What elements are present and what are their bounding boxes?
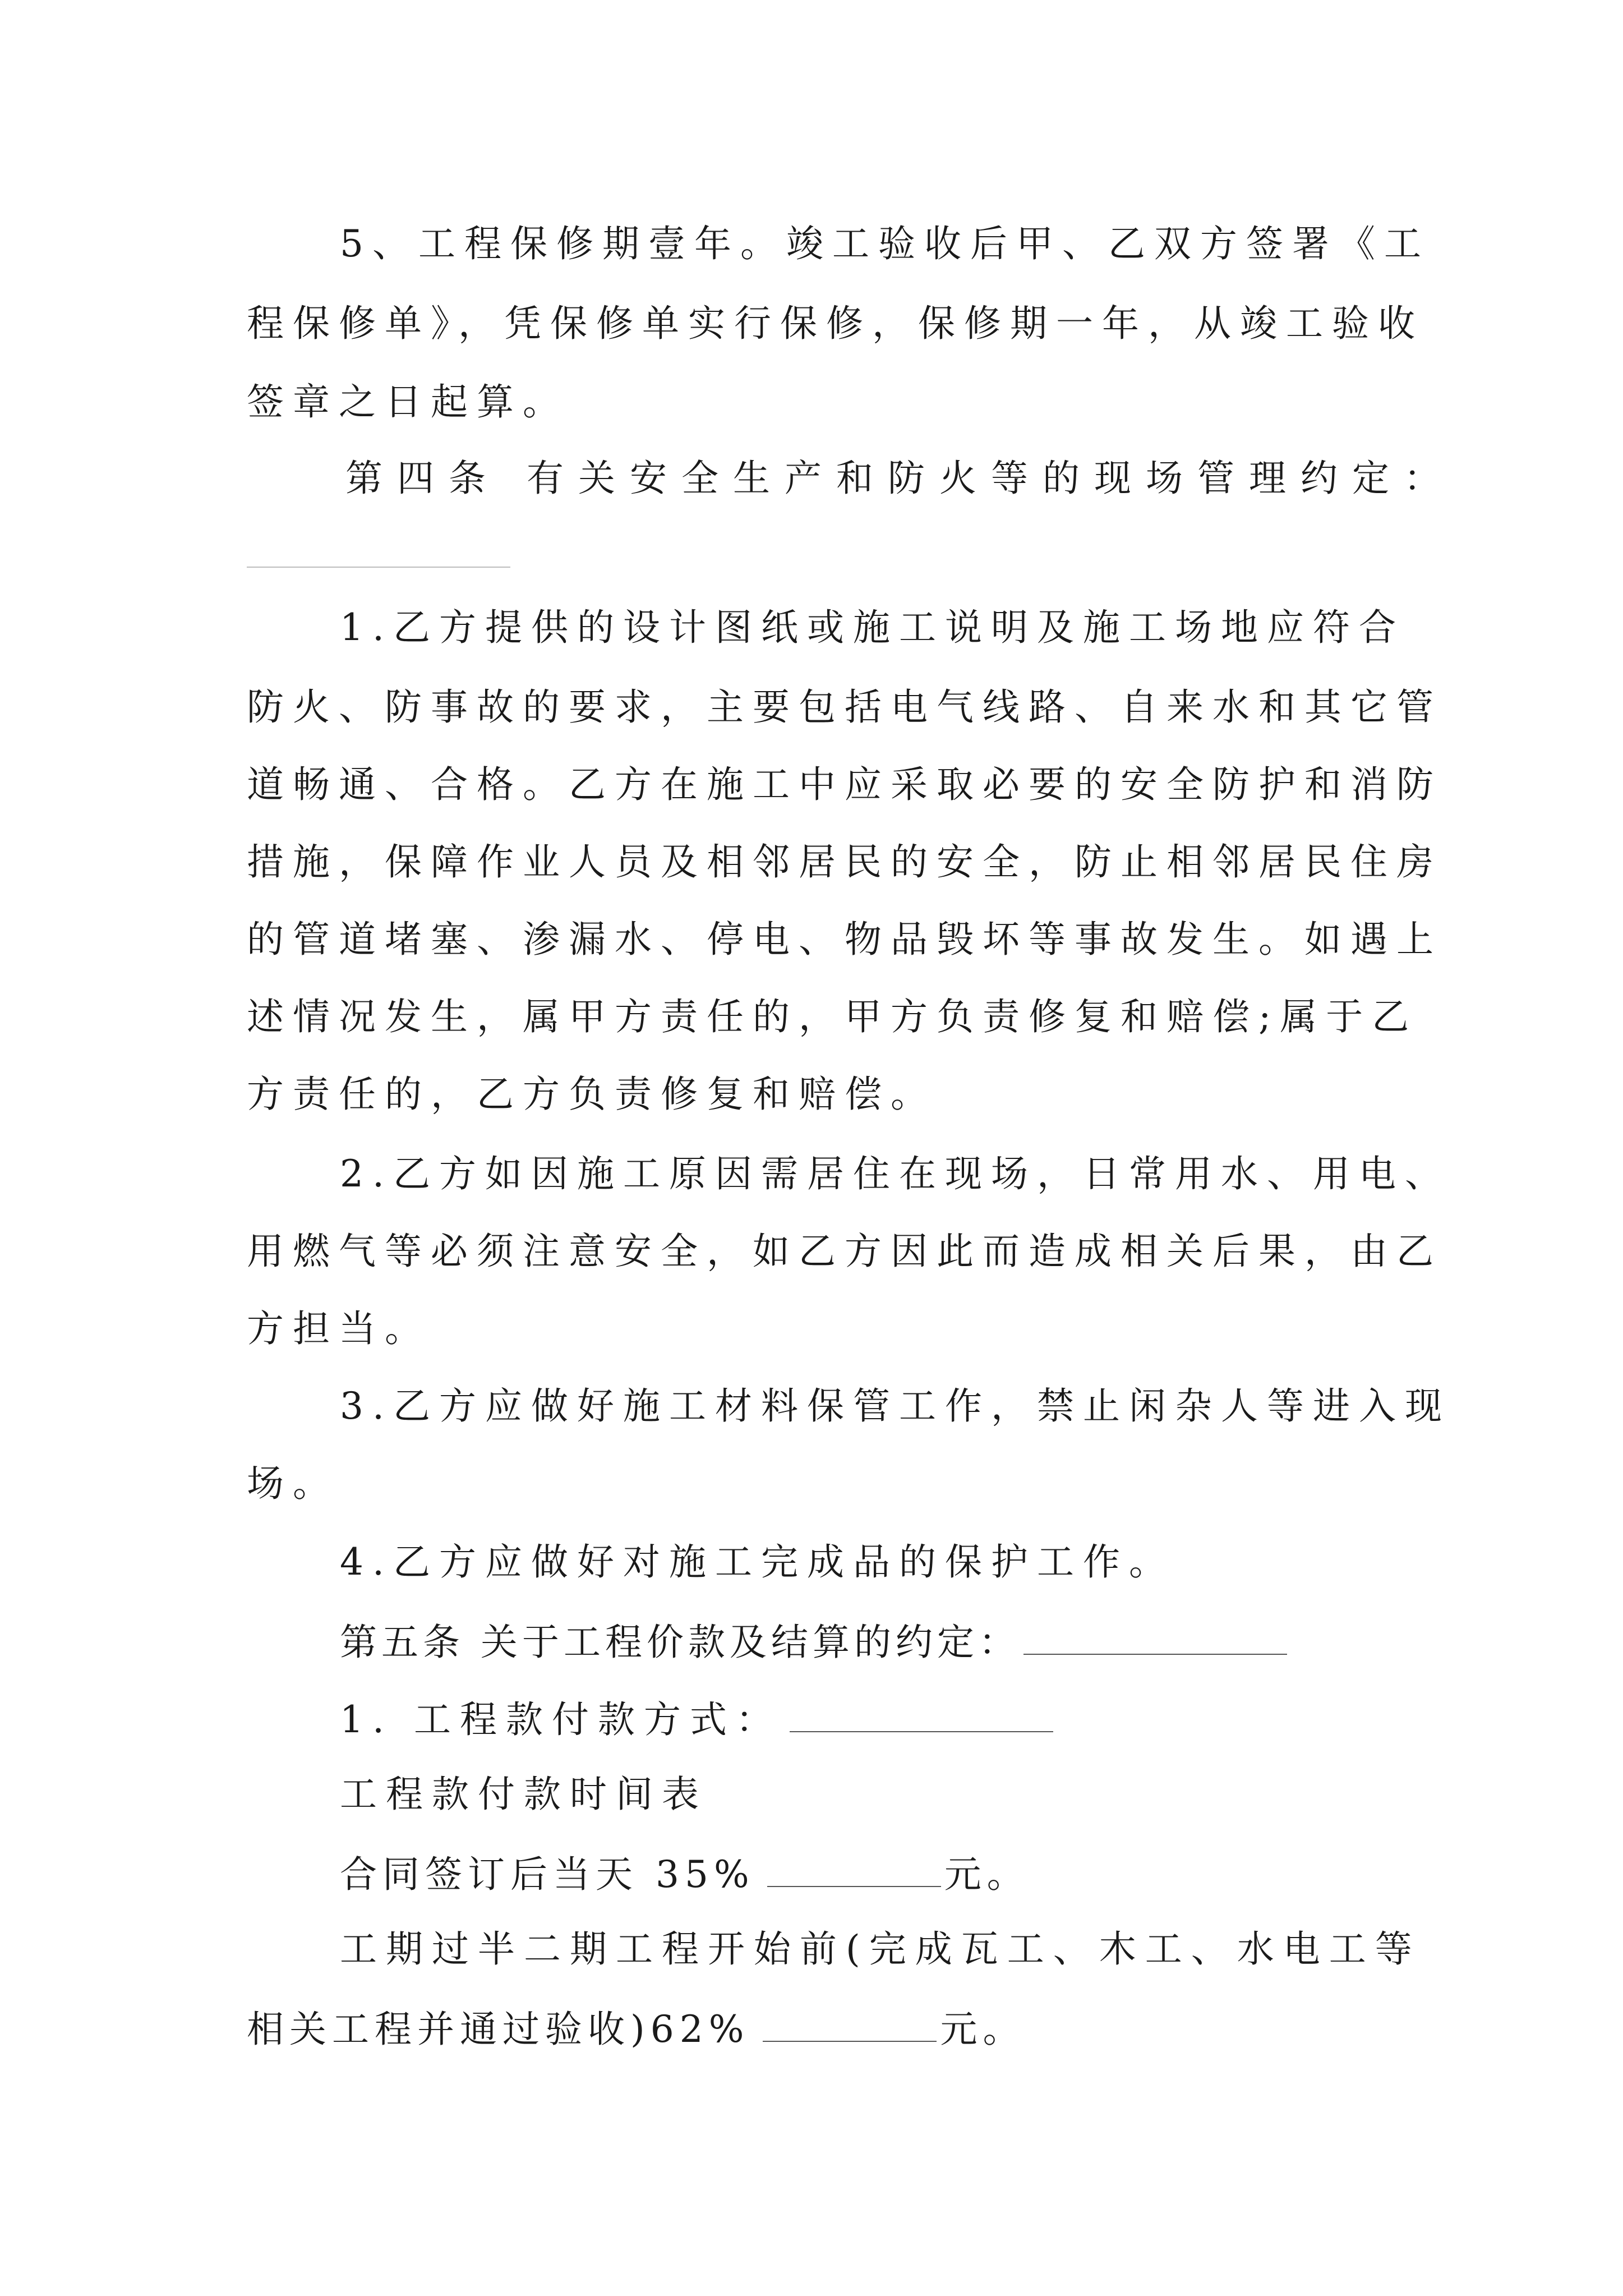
clause-3-item-5-line-1: 5、工程保修期壹年。竣工验收后甲、乙双方签署《工 (340, 222, 1430, 265)
clause-4-item-2-line-3: 方担当。 (247, 1307, 431, 1350)
clause-5-heading: 第五条 关于工程价款及结算的约定： (340, 1621, 1020, 1664)
payment-row-2-label: 相关工程并通过验收)62% (247, 2008, 750, 2051)
payment-row-1 (340, 1853, 1030, 1896)
payment-schedule-title: 工程款付款时间表 (340, 1773, 708, 1816)
clause-5-heading-row (340, 1621, 1287, 1664)
payment-row-1-label: 合同签订后当天 35% (340, 1853, 755, 1896)
clause-4-item-3-line-1: 3.乙方应做好施工材料保管工作，禁止闲杂人等进入现 (340, 1384, 1451, 1428)
clause-4-item-3-line-2: 场。 (247, 1462, 339, 1505)
payment-row-2-line-1: 工期过半二期工程开始前(完成瓦工、木工、水电工等 (340, 1927, 1421, 1971)
payment-row-1-amount-blank[interactable] (767, 1853, 941, 1887)
clause-5-blank[interactable] (1023, 1621, 1287, 1655)
clause-3-item-5-line-2: 程保修单》，凭保修单实行保修，保修期一年，从竣工验收 (247, 302, 1424, 345)
clause-4-item-1-line-7: 方责任的，乙方负责修复和赔偿。 (247, 1073, 937, 1116)
payment-method-blank[interactable] (790, 1699, 1053, 1732)
clause-4-item-1-line-5: 的管道堵塞、渗漏水、停电、物品毁坏等事故发生。如遇上 (247, 918, 1442, 961)
payment-row-2-amount-blank[interactable] (763, 2008, 937, 2042)
payment-method-row (340, 1698, 1053, 1741)
clause-4-item-1-line-4: 措施，保障作业人员及相邻居民的安全，防止相邻居民住房 (247, 840, 1442, 884)
clause-4-heading: 第四条 有关安全生产和防火等的现场管理约定： (345, 457, 1455, 500)
clause-4-item-4: 4.乙方应做好对施工完成品的保护工作。 (340, 1540, 1175, 1584)
payment-row-2-unit: 元。 (940, 2008, 1026, 2051)
payment-row-2-line-2 (247, 2008, 1026, 2051)
clause-4-item-1-line-1: 1.乙方提供的设计图纸或施工说明及施工场地应符合 (340, 606, 1405, 649)
clause-4-item-2-line-1: 2.乙方如因施工原因需居住在现场，日常用水、用电、 (340, 1152, 1451, 1195)
clause-4-item-2-line-2: 用燃气等必须注意安全，如乙方因此而造成相关后果，由乙 (247, 1230, 1442, 1273)
blank-underline (247, 567, 510, 568)
clause-4-item-1-line-2: 防火、防事故的要求，主要包括电气线路、自来水和其它管 (247, 685, 1442, 729)
clause-3-item-5-line-3: 签章之日起算。 (247, 380, 569, 424)
payment-row-1-unit: 元。 (944, 1853, 1030, 1896)
payment-method-label: 1. 工程款付款方式： (340, 1698, 782, 1741)
clause-4-item-1-line-6: 述情况发生，属甲方责任的，甲方负责修复和赔偿;属于乙 (247, 995, 1418, 1038)
clause-4-item-1-line-3: 道畅通、合格。乙方在施工中应采取必要的安全防护和消防 (247, 763, 1442, 806)
